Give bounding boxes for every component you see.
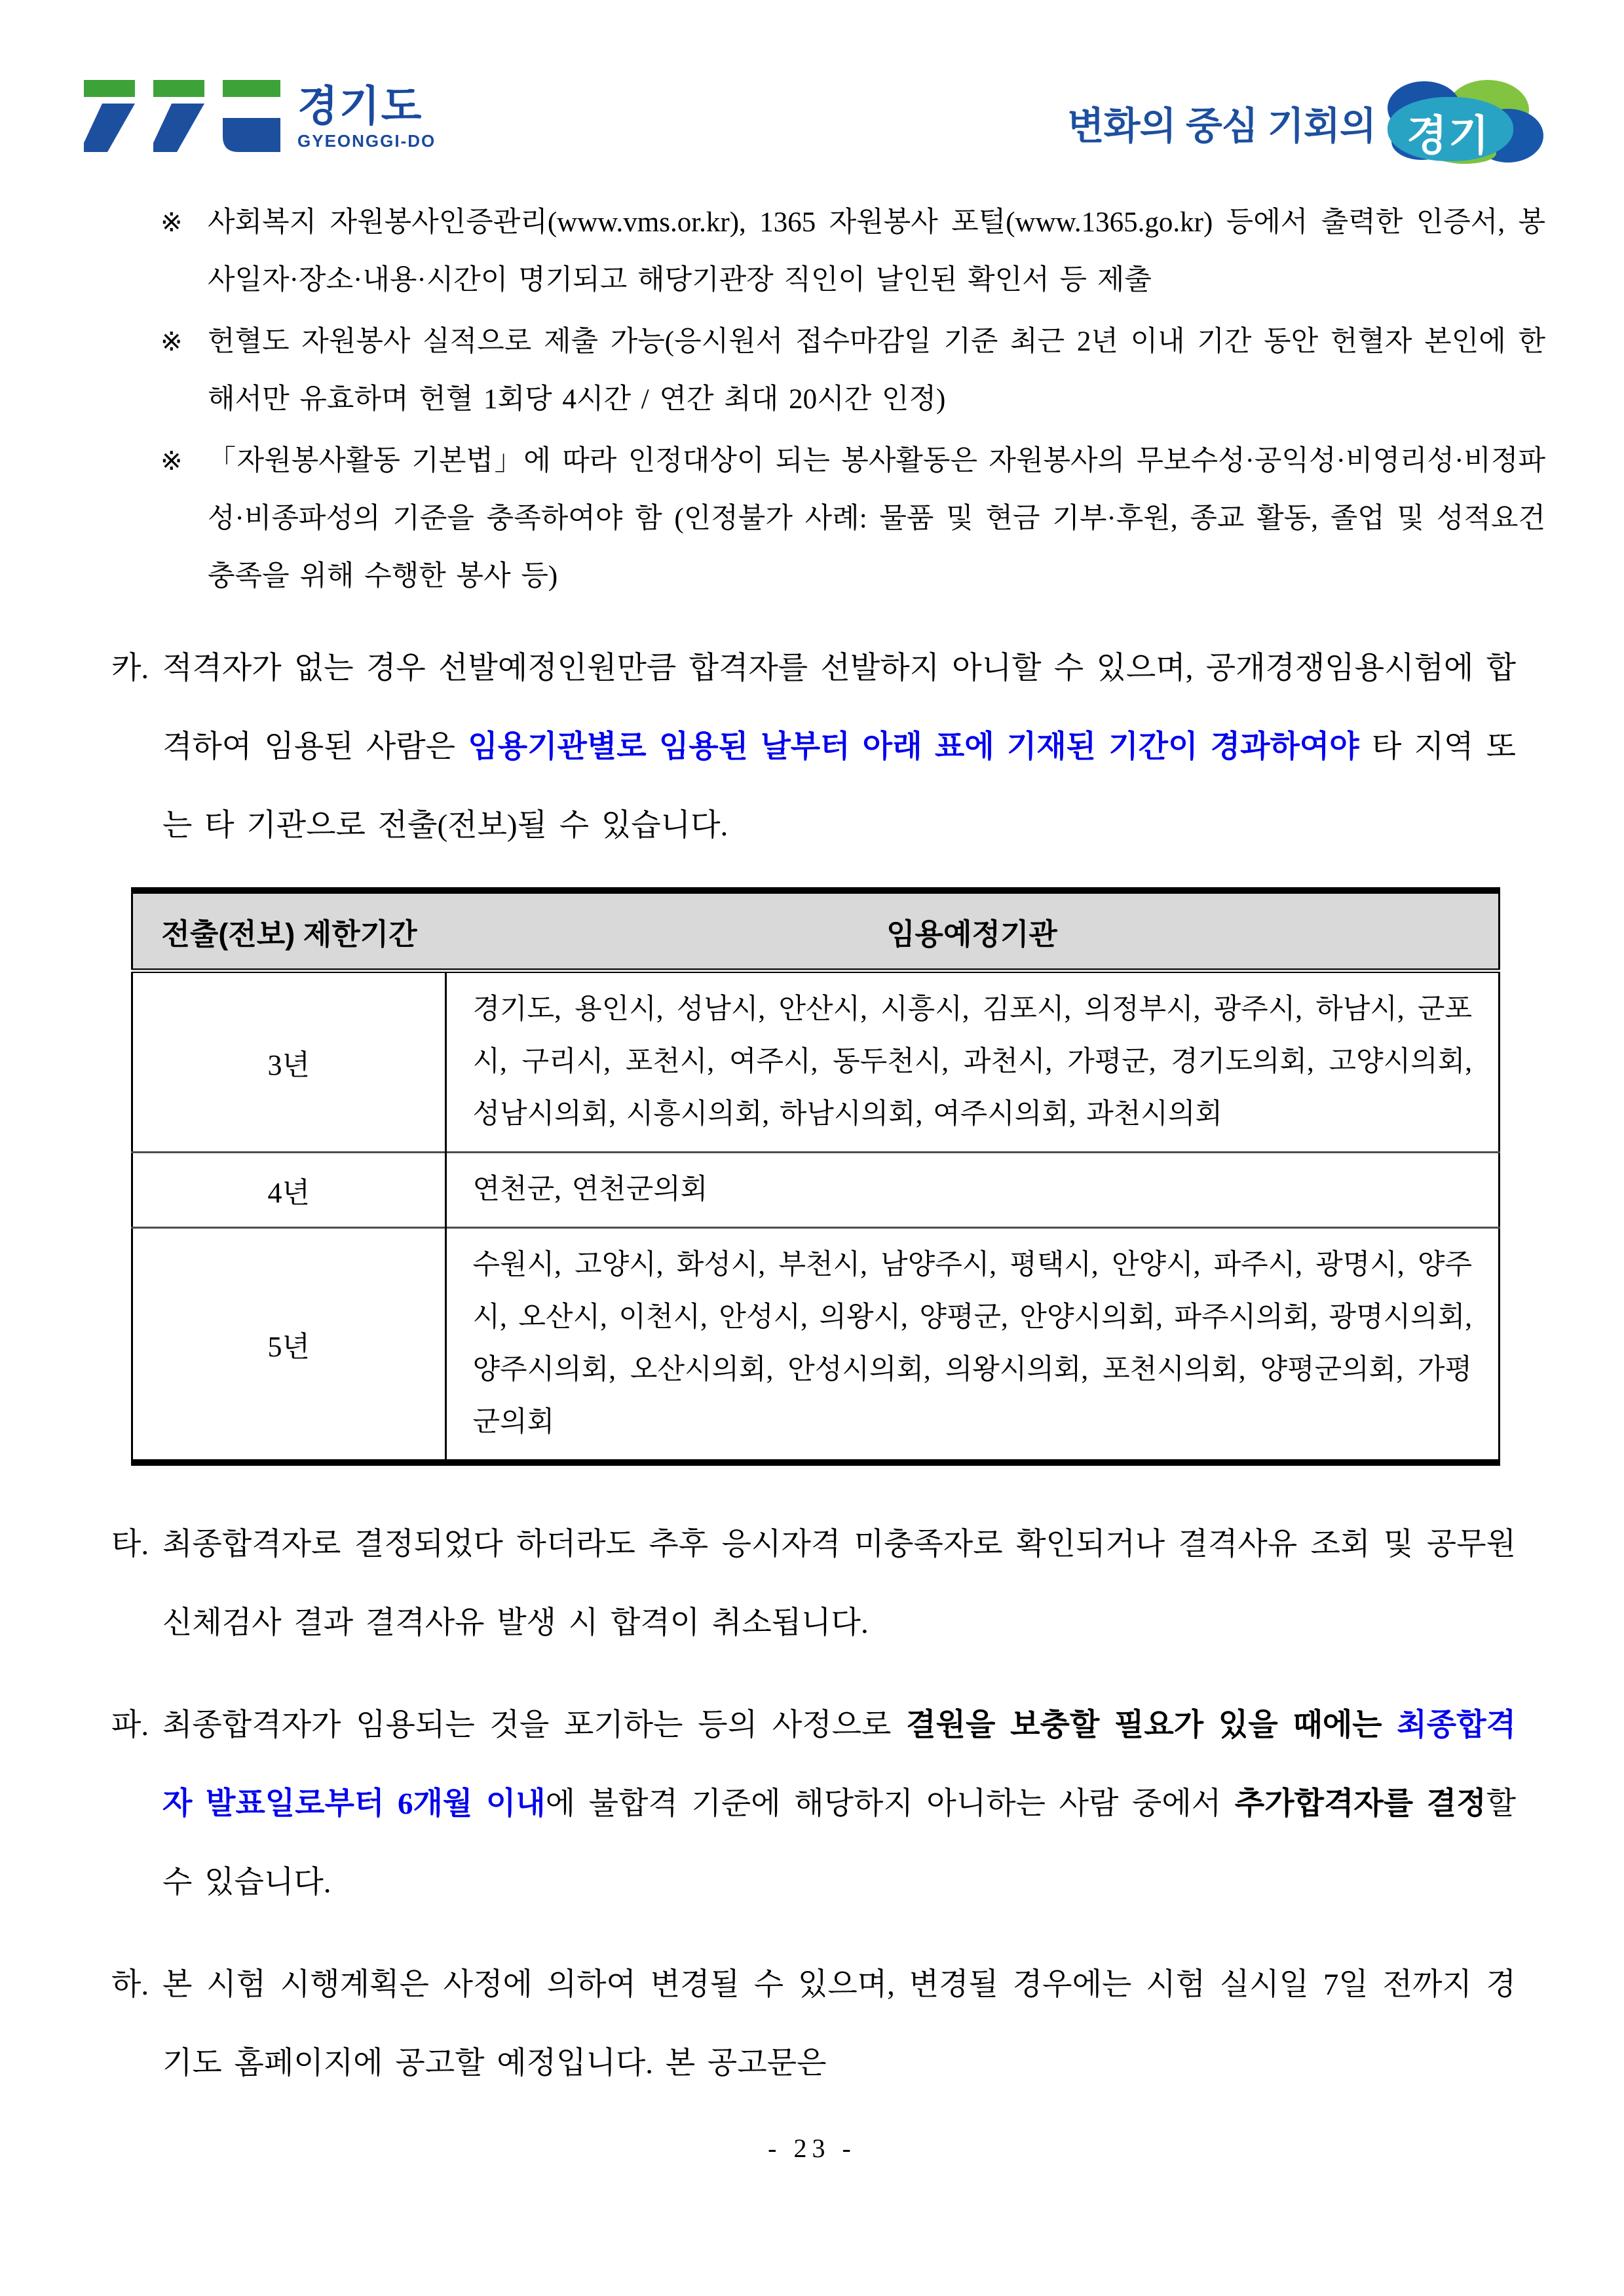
note-text: 「자원봉사활동 기본법」에 따라 인정대상이 되는 봉사활동은 자원봉사의 무보수성·공익성·비영리성·비정파성·비종파성의 기준을 충족하여야 함 (인정불가 사례: 물품 및 현금 기부·후원, 종교 활동, 졸업 및 성적요건 충족을 위해 수행한 봉사 등) xyxy=(208,446,1545,592)
table-row xyxy=(132,1153,1500,1228)
paragraph-label: 타. xyxy=(111,1527,149,1561)
reference-mark-icon: ※ xyxy=(161,327,183,356)
slogan xyxy=(1068,80,1549,165)
paragraph-text xyxy=(162,629,1516,865)
slogan-text: 변화의 중심 기회의 xyxy=(1067,105,1376,147)
table-row xyxy=(132,971,1500,1153)
paragraph-text: 본 시험 시행계획은 사정에 의하여 변경될 수 있으며, 변경될 경우에는 시험 실시일 7일 전까지 경기도 홈페이지에 공고할 예정입니다. 본 공고문은 xyxy=(162,1968,1516,2080)
note-item xyxy=(161,194,1545,309)
logo-text xyxy=(297,80,436,151)
paragraph-ka xyxy=(111,629,1516,865)
highlighted-text: 임용기관별로 임용된 날부터 아래 표에 기재된 기간이 경과하여야 xyxy=(468,730,1359,764)
paragraph-text xyxy=(162,1686,1516,1922)
notes-section xyxy=(161,194,1545,605)
paragraph-label: 파. xyxy=(111,1708,149,1742)
column-header-period: 전출(전보) 제한기간 xyxy=(132,890,446,971)
highlighted-text: 최종합격자 발표일로부터 6개월 이내 xyxy=(162,1708,1516,1821)
emblem-label: 경기 xyxy=(1407,112,1490,159)
text-run: 최종합격자가 임용되는 것을 포기하는 등의 사정으로 xyxy=(162,1708,907,1742)
column-header-agency: 임용예정기관 xyxy=(445,890,1500,971)
text-run: 적격자가 없는 경우 선발예정인원만큼 합격자를 선발하지 아니할 수 있으며, 공개경쟁임용시험에 합격하여 임용된 사람은 xyxy=(162,651,1516,764)
text-run xyxy=(1382,1708,1397,1742)
note-text: 헌혈도 자원봉사 실적으로 제출 가능(응시원서 접수마감일 기준 최근 2년 이내 기간 동안 헌혈자 본인에 한해서만 유효하며 헌혈 1회당 4시간 / 연간 최대 20시간 인정) xyxy=(208,326,1545,415)
note-item xyxy=(161,313,1545,429)
period-cell: 3년 xyxy=(267,1049,310,1081)
text-run: 타 지역 또는 타 기관으로 전출(전보)될 수 있습니다. xyxy=(162,730,1516,843)
paragraph-ha xyxy=(111,1945,1516,2103)
logo-english-name: GYEONGGI-DO xyxy=(297,131,436,151)
note-text: 사회복지 자원봉사인증관리(www.vms.or.kr), 1365 자원봉사 포털(www.1365.go.kr) 등에서 출력한 인증서, 봉사일자·장소·내용·시간이 명기되고 해당기관장 직인이 날인된 확인서 등 제출 xyxy=(208,207,1545,296)
text-run: 할 수 있습니다. xyxy=(162,1787,1517,1900)
reference-mark-icon: ※ xyxy=(161,446,183,476)
text-run: 에 불합격 기준에 해당하지 아니하는 사람 중에서 xyxy=(545,1787,1235,1821)
agencies-cell: 경기도, 용인시, 성남시, 안산시, 시흥시, 김포시, 의정부시, 광주시, 하남시, 군포시, 구리시, 포천시, 여주시, 동두천시, 과천시, 가평군, 경기도의회, 고양시의회, 성남시의회, 시흥시의회, 하남시의회, 여주시의회, 과천시의회 xyxy=(445,971,1500,1153)
paragraph-label: 카. xyxy=(111,651,149,685)
page-header xyxy=(0,0,1624,165)
note-item xyxy=(161,432,1545,605)
table-header-row xyxy=(132,890,1500,971)
paragraph-ta xyxy=(111,1505,1516,1662)
paragraph-label: 하. xyxy=(111,1968,149,2002)
gyeonggi-logo xyxy=(84,80,436,152)
transfer-restriction-table xyxy=(131,887,1500,1466)
bold-text: 결원을 보충할 필요가 있을 때에는 xyxy=(906,1708,1382,1742)
table-row xyxy=(132,1228,1500,1463)
period-cell: 4년 xyxy=(132,1153,446,1228)
bold-text: 추가합격자를 결정 xyxy=(1234,1787,1486,1821)
page-number: - 23 - xyxy=(768,2133,856,2163)
agencies-cell: 수원시, 고양시, 화성시, 부천시, 남양주시, 평택시, 안양시, 파주시, 광명시, 양주시, 오산시, 이천시, 안성시, 의왕시, 양평군, 안양시의회, 파주시의회, 광명시의회, 양주시의회, 오산시의회, 안성시의회, 의왕시의회, 포천시의회, 양평군의회, 가평군의회 xyxy=(445,1228,1500,1463)
gyeonggi-logo-icon xyxy=(84,80,280,152)
gyeonggi-emblem-icon xyxy=(1386,80,1549,165)
logo-korean-name: 경기도 xyxy=(297,83,423,130)
period-cell: 5년 xyxy=(132,1228,446,1463)
paragraph-pa xyxy=(111,1686,1516,1922)
reference-mark-icon: ※ xyxy=(161,208,183,237)
agencies-cell: 연천군, 연천군의회 xyxy=(445,1153,1500,1228)
paragraph-text: 최종합격자로 결정되었다 하더라도 추후 응시자격 미충족자로 확인되거나 결격사유 조회 및 공무원신체검사 결과 결격사유 발생 시 합격이 취소됩니다. xyxy=(162,1527,1516,1640)
